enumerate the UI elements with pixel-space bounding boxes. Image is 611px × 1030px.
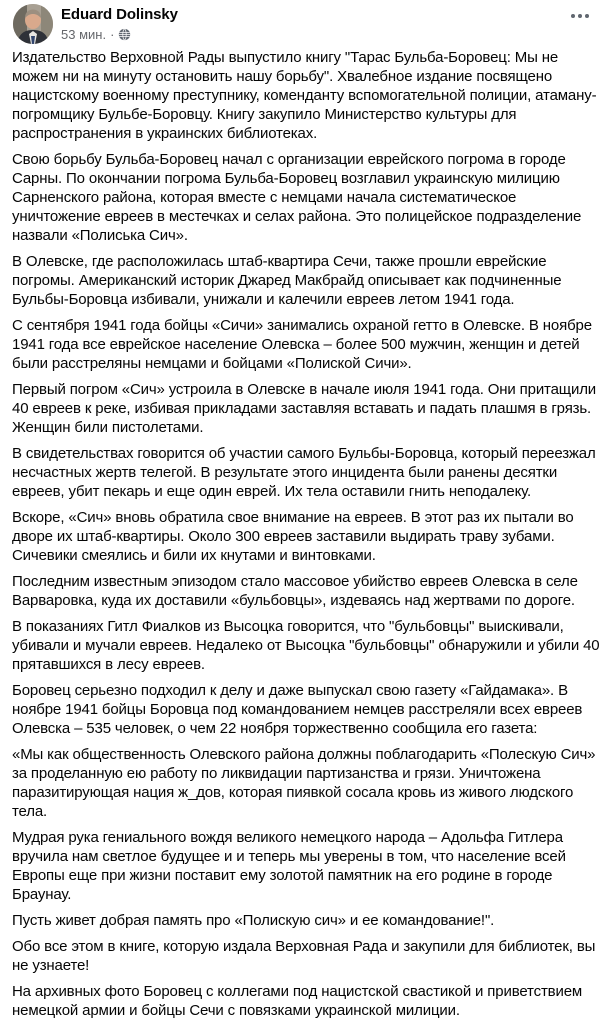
post-paragraph: Свою борьбу Бульба-Боровец начал с организации еврейского погрома в городе Сарны. По окончании погрома Бульба-Боровец возглавил украинскую милицию Сарненского района, которая вместе с немцами начала систематическое уничтожение евреев в местечках и селах района. Это полицейское подразделение назвали «Полиська Сич». <box>12 151 586 244</box>
post-paragraph: Боровец серьезно подходил к делу и даже выпускал свою газету «Гайдамака». В ноябре 1941 бойцы Боровца под командованием немцев расстреляли всех евреев Олевска – 535 человек, о чем 22 ноября торжественно сообщила его газета: <box>12 682 587 737</box>
post-paragraph: Издательство Верховной Рады выпустило книгу "Тарас Бульба-Боровец: Мы не можем ни на минуту остановить нашу борьбу". Хвалебное издание посвящено нацистскому военному преступнику, коменданту вспомогательной полиции, атаману-погромщику Бульбе-Боровцу. Книгу закупило Министерство культуры для распространения в украинских библиотеках. <box>12 49 597 142</box>
post-paragraph: В свидетельствах говорится об участии самого Бульбы-Боровца, который переезжал несчастных жертв телегой. В результате этого инцидента были ранены десятки евреев, убит пекарь и еще один еврей. Их тела оставили гнить неподалеку. <box>12 445 600 500</box>
privacy-globe-icon <box>118 28 131 41</box>
post-paragraph: Последним известным эпизодом стало массовое убийство евреев Олевска в селе Варваровка, куда их доставили «бульбовцы», издеваясь над жертвами по дороге. <box>12 573 582 609</box>
ellipsis-icon <box>571 14 575 18</box>
post-header-meta <box>61 4 565 43</box>
post-subline <box>61 26 565 43</box>
post-paragraph: Мудрая рука гениального вождя великого немецкого народа – Адольфа Гитлера вручила нам светлое будущее и и теперь мы уверены в том, что население всей Европы еще при жизни поставит ему золотой памятник на его родине в городе Браунау. <box>12 829 570 903</box>
author-name[interactable]: Eduard Dolinsky <box>61 6 178 23</box>
dot-separator: · <box>110 27 115 42</box>
post-paragraph: «Мы как общественность Олевского района должны поблагодарить «Полескую Сич» за проделанную ею работу по ликвидации партизанства и грязи. Уничтожена паразитирующая нация ж_дов, которая пиявкой сосала кровь из живого людского тела. <box>12 746 600 820</box>
timestamp[interactable]: 53 мин. <box>61 27 107 42</box>
post-paragraph: В Олевске, где расположилась штаб-квартира Сечи, также прошли еврейские погромы. Американский историк Джаред Макбрайд описывает как подчиненные Бульбы-Боровца избивали, унижали и калечили евреев летом 1941 года. <box>12 253 566 308</box>
post-paragraph: В показаниях Гитл Фиалков из Высоцка говорится, что "бульбовцы" выискивали, убивали и мучали евреев. Недалеко от Высоцка "бульбовцы" обнаружили и убили 40 прятавшихся в лесу евреев. <box>12 618 604 673</box>
avatar-photo <box>13 4 53 44</box>
author-avatar[interactable] <box>13 4 53 44</box>
post-paragraph: Пусть живет добрая память про «Полискую сич» и ее командование!". <box>12 912 495 929</box>
ellipsis-icon <box>585 14 589 18</box>
post-menu-button[interactable] <box>565 4 595 28</box>
post-header <box>0 0 611 46</box>
post-paragraph: Вскоре, «Сич» вновь обратила свое внимание на евреев. В этот раз их пытали во дворе их штаб-квартиры. Около 300 евреев заставили выдирать траву зубами. Сичевики смеялись и били их кнутами и винтовками. <box>12 509 578 564</box>
post-paragraph: Обо все этом в книге, которую издала Верховная Рада и закупили для библиотек, вы не узнаете! <box>12 938 600 974</box>
post-paragraph: С сентября 1941 года бойцы «Сичи» занимались охраной гетто в Олевске. В ноябре 1941 года все еврейское население Олевска – более 500 мужчин, женщин и детей были расстреляны немцами и бойцами «Полиской Сичи». <box>12 317 596 372</box>
ellipsis-icon <box>578 14 582 18</box>
post-paragraph: На архивных фото Боровец с коллегами под нацистской свастикой и приветствием немецкой армии и бойцы Сечи с повязками украинской милиции. <box>12 983 587 1019</box>
post-paragraph: Первый погром «Сич» устроила в Олевске в начале июля 1941 года. Они притащили 40 евреев к реке, избивая прикладами заставляя вставать и падать плашмя в грязь. Женщин били пистолетами. <box>12 381 601 436</box>
post-text <box>0 46 611 1030</box>
